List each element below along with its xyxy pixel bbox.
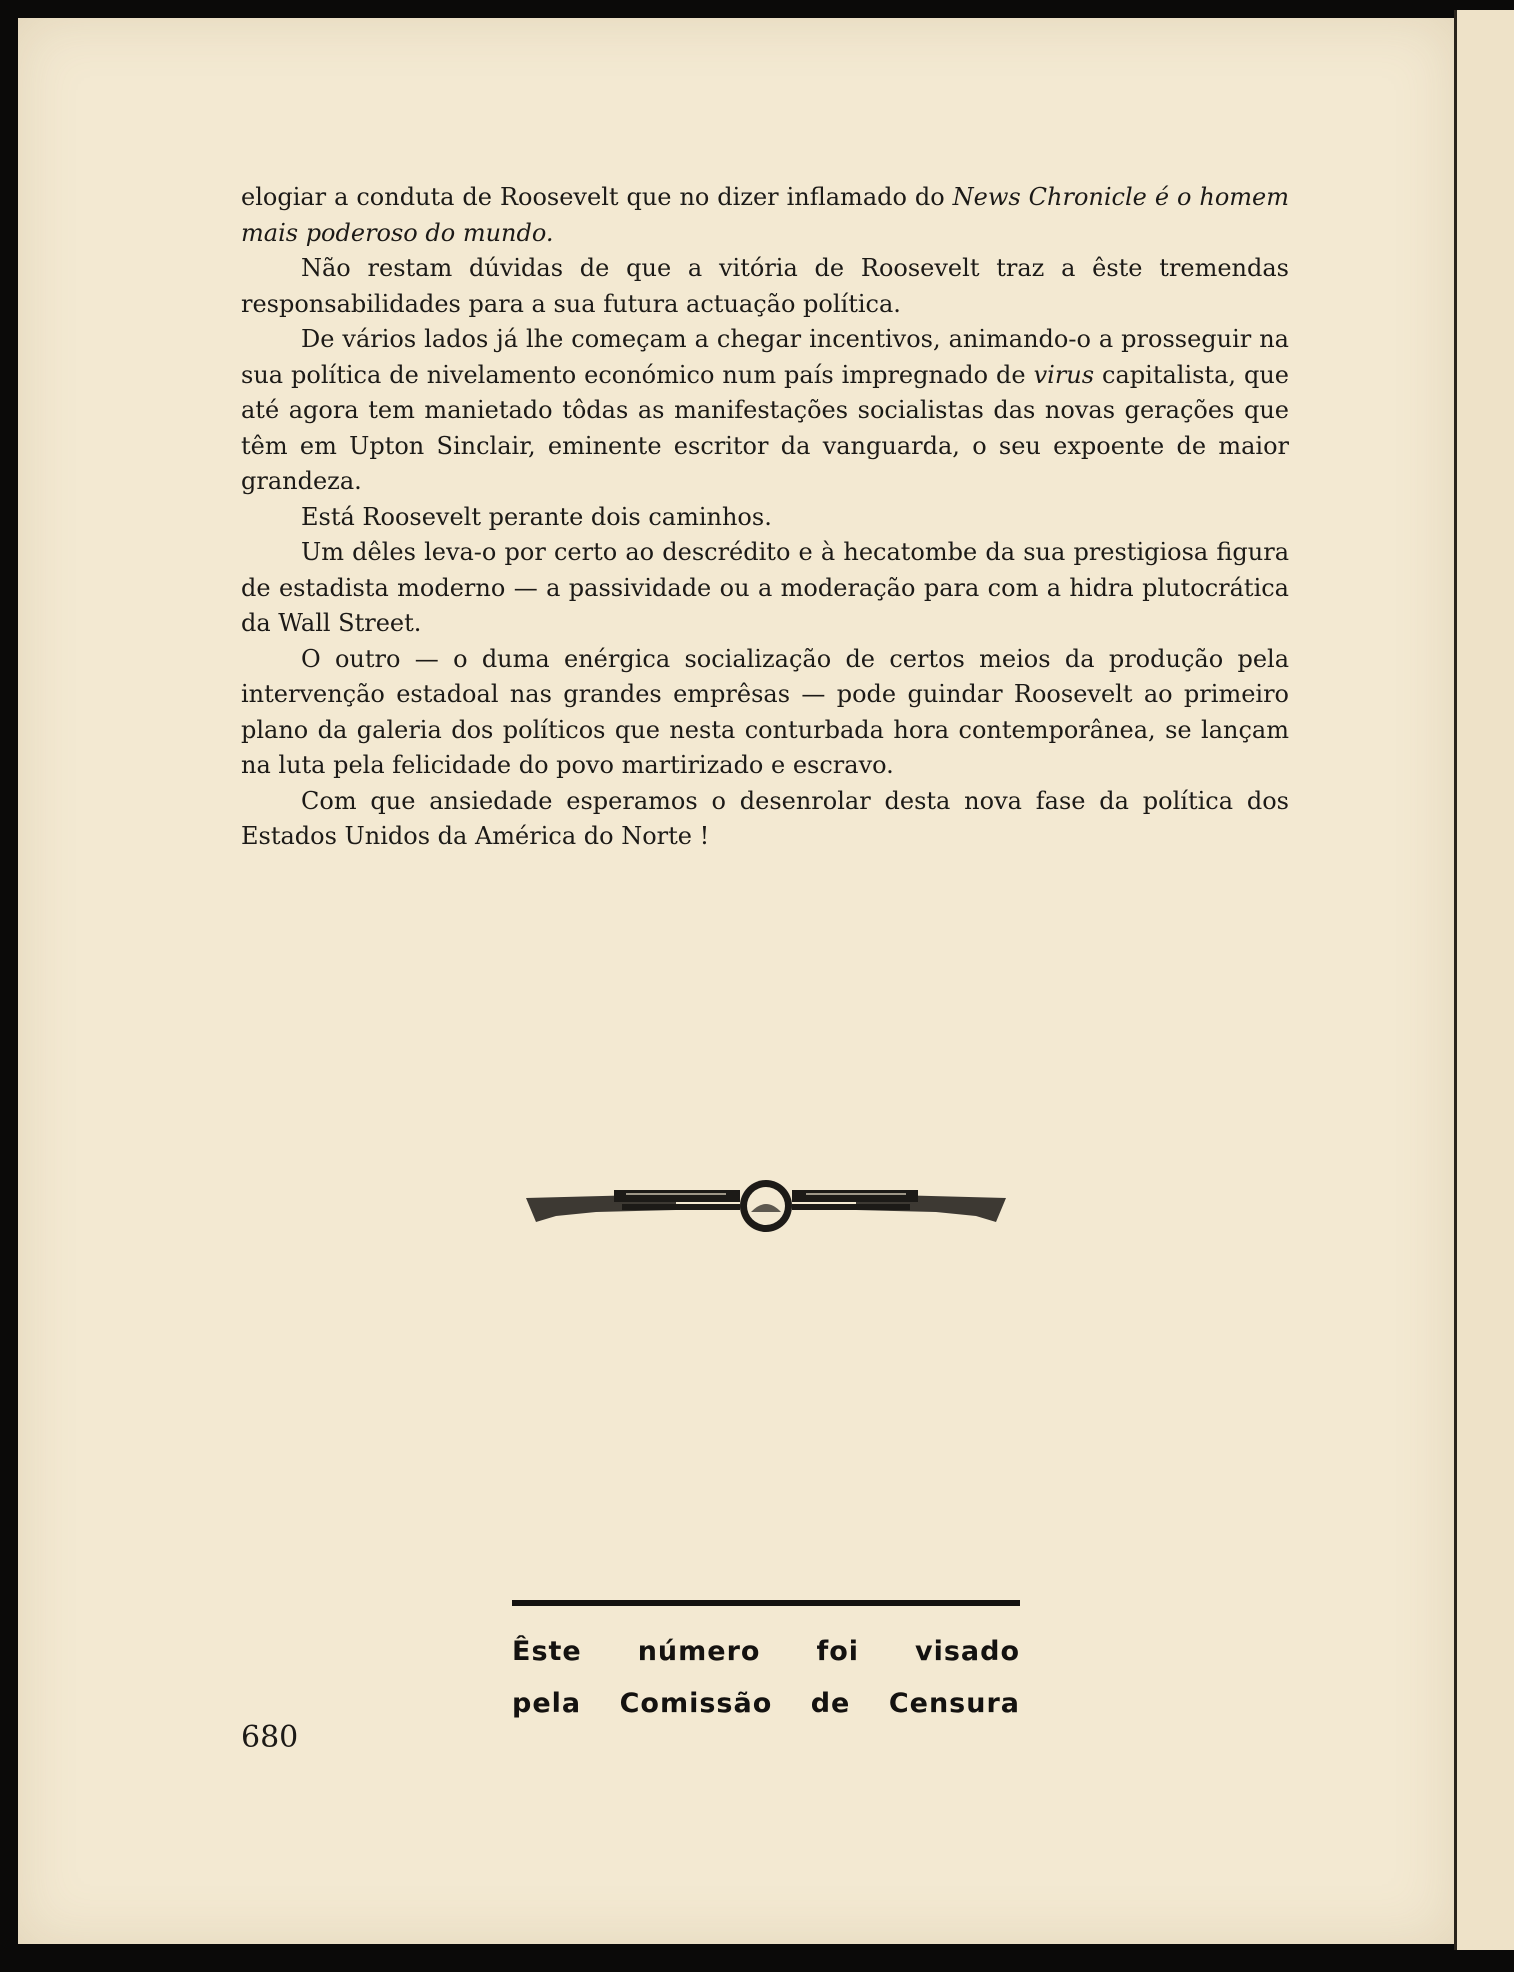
decorative-ornament-icon — [526, 1178, 1006, 1234]
paragraph-5: Um dêles leva-o por certo ao descrédito e à hecatombe da sua prestigiosa figura de estadista moderno — a passividade ou a moderação para com a hidra plutocrática da Wall Street. — [241, 538, 1289, 637]
censorship-stamp — [512, 1600, 1020, 1730]
adjacent-page-edge — [1454, 10, 1514, 1950]
paragraph-1-text: elogiar a conduta de Roosevelt que no dizer inflamado do — [241, 183, 953, 211]
stamp-line-1: Êste número foi visado — [512, 1636, 1020, 1667]
paragraph-2: Não restam dúvidas de que a vitória de Roosevelt traz a êste tremendas responsabilidades para a sua futura actuação política. — [241, 254, 1289, 318]
paragraph-3-text-b: capitalista, que até agora tem manietado tôdas as manifestações socialistas das novas gerações que têm em Upton Sinclair, eminente escritor da vanguarda, o seu expoente de maior grandeza. — [241, 360, 1290, 495]
stamp-line-2: pela Comissão de Censura — [512, 1688, 1020, 1719]
article-text — [241, 180, 1289, 855]
paragraph-3 — [241, 322, 1289, 500]
paragraph-6: O outro — o duma enérgica socialização de certos meios da produção pela intervenção estadoal nas grandes emprêsas — pode guindar Roosevelt ao primeiro plano da galeria dos políticos que nesta conturbada hora contemporânea, se lançam na luta pela felicidade do povo martirizado e escravo. — [241, 644, 1289, 779]
paragraph-7: Com que ansiedade esperamos o desenrolar desta nova fase da política dos Estados Unidos da América do Norte ! — [241, 786, 1289, 850]
paragraph-3-italic-word: virus — [1033, 360, 1095, 389]
paragraph-1 — [241, 180, 1289, 251]
paragraph-4: Está Roosevelt perante dois caminhos. — [301, 502, 772, 531]
paragraph-3-text-a: De vários lados já lhe começam a chegar incentivos, animando-o a prosseguir na sua política de nivelamento económico num país impregnado de — [241, 325, 1289, 389]
paragraph-1-italic-quote: News Chronicle é o homem mais poderoso do mundo. — [241, 183, 1289, 247]
page-number: 680 — [241, 1720, 299, 1755]
stamp-divider — [512, 1600, 1020, 1606]
